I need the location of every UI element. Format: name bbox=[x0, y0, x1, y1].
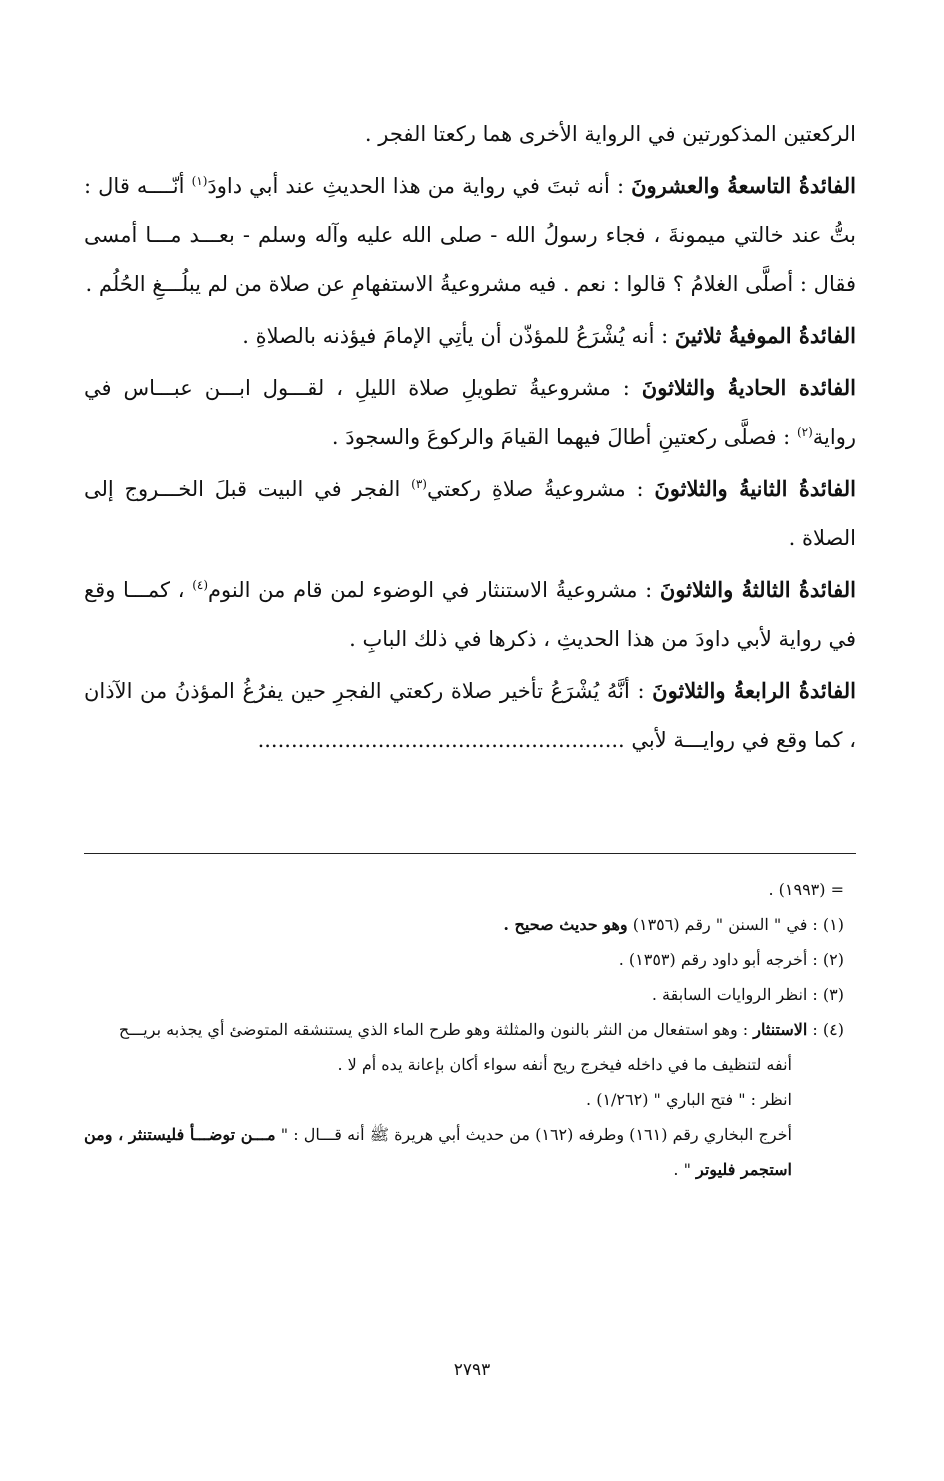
footnote-4 bbox=[84, 1012, 844, 1047]
footnote-separator: : bbox=[807, 1020, 823, 1039]
footnote-divider bbox=[84, 853, 856, 854]
paragraph-benefit-30 bbox=[84, 311, 856, 361]
paragraph-text: الفجر في البيت قبلَ الخـــروج إلى الصلاة . bbox=[84, 477, 856, 550]
page-number: ٢٧٩٣ bbox=[453, 1360, 491, 1380]
footnote-text: : انظر الروايات السابقة . bbox=[651, 985, 823, 1004]
paragraph-text: : مشروعيةُ صلاةِ ركعتي bbox=[426, 477, 655, 501]
paragraph-text: ، كمـــا وقع في رواية لأبي داودَ من هذا الحديثِ ، ذكرها في ذلك البابِ . bbox=[84, 578, 856, 651]
paragraph-text: : أنَّهُ يُشْرَعُ تأخير صلاة ركعتي الفجرِ حين يفرُغُ المؤذنُ من الآذان ، كما وقع في روايـــة لأبي ....................................................... bbox=[84, 679, 856, 752]
benefit-heading: الفائدةُ التاسعةُ والعشرونَ bbox=[631, 173, 857, 198]
benefit-heading: الفائدةُ الرابعةُ والثلاثونَ bbox=[652, 678, 856, 703]
footnote-3 bbox=[84, 977, 844, 1012]
paragraph-text: : مشروعيةُ تطويلِ صلاة الليلِ ، لقـــول ابـــن عبـــاس في رواية bbox=[84, 376, 856, 449]
footnote-ref-1[interactable]: (١) bbox=[191, 174, 208, 188]
paragraph-benefit-29 bbox=[84, 161, 856, 309]
footnote-text: : أخرجه أبو داود رقم (١٣٥٣) . bbox=[618, 950, 823, 969]
footnote-number: (١) bbox=[822, 915, 844, 934]
paragraph-text: : أنه ثبتَ في رواية من هذا الحديثِ عند أبي داودَ bbox=[207, 174, 632, 198]
paragraph-benefit-33 bbox=[84, 565, 856, 664]
footnote-text: : في " السنن " رقم (١٣٥٦) bbox=[627, 915, 823, 934]
paragraph-text: أنّــــه قال : بتُّ عند خالتي ميمونةَ ، فجاء رسولُ الله - صلى الله عليه وآله وسلم - بعـــد مـــا أمسى فقال : أصلَّى الغلامُ ؟ قالوا : نعم . فيه مشروعيةُ الاستفهامِ عن صلاة من لم يبلُـــغِ الحُلُم . bbox=[84, 174, 856, 296]
paragraph-text: الركعتين المذكورتين في الرواية الأخرى هما ركعتا الفجر . bbox=[364, 122, 856, 146]
footnote-text: : وهو استفعال من النثر بالنون والمثلثة وهو طرح الماء الذي يستنشقه المتوضئ أي يجذبه بريـــح bbox=[118, 1020, 754, 1039]
benefit-heading: الفائدة الحاديةُ والثلاثونَ bbox=[641, 375, 856, 400]
footnotes bbox=[84, 872, 844, 1187]
footnote-4-continuation bbox=[84, 1047, 844, 1082]
footnote-number: (٢) bbox=[822, 950, 844, 969]
footnote-4-reference bbox=[84, 1082, 844, 1117]
footnote-text: أنفه لتنظيف ما في داخله فيخرج ريح أنفه سواء أكان بإعانة يده أم لا . bbox=[337, 1055, 792, 1074]
footnote-ref-2[interactable]: (٢) bbox=[796, 425, 813, 439]
paragraph-benefit-34 bbox=[84, 666, 856, 765]
paragraph-text: : فصلَّى ركعتينِ أطالَ فيهما القيامَ والركوعَ والسجودَ . bbox=[331, 425, 797, 449]
footnote-2 bbox=[84, 942, 844, 977]
paragraph-text: : مشروعيةُ الاستنثار في الوضوء لمن قام من النوم bbox=[208, 578, 660, 602]
footnote-text: أخرج البخاري رقم (١٦١) وطرفه (١٦٢) من حديث أبي هريرة ﷺ أنه قـــال : " bbox=[275, 1125, 793, 1144]
footnote-number: (٣) bbox=[822, 985, 844, 1004]
footnote-text: انظر : " فتح الباري " (١/٢٦٢) . bbox=[586, 1090, 792, 1109]
footnote-ref-3[interactable]: (٣) bbox=[411, 477, 427, 491]
footnote-1 bbox=[84, 907, 844, 942]
benefit-heading: الفائدةُ الثالثةُ والثلاثونَ bbox=[659, 577, 856, 602]
footnote-grading: وهو حديث صحيح . bbox=[503, 915, 628, 934]
main-text bbox=[84, 110, 856, 765]
paragraph-benefit-31 bbox=[84, 363, 856, 462]
footnote-number: (٤) bbox=[822, 1020, 844, 1039]
paragraph-1 bbox=[84, 110, 856, 159]
hadith-quote: مـــن توضـــأ فليستنثر ، ومن استجمر فليوتر bbox=[84, 1125, 792, 1179]
benefit-heading: الفائدةُ الموفيةُ ثلاثينَ bbox=[674, 323, 856, 348]
footnote-text: = (١٩٩٣) . bbox=[768, 880, 844, 899]
footnote-text: " . bbox=[673, 1160, 697, 1179]
paragraph-benefit-32 bbox=[84, 464, 856, 563]
footnote-ref-4[interactable]: (٤) bbox=[192, 578, 209, 592]
footnote-term: الاستنثار bbox=[753, 1020, 808, 1039]
paragraph-text: : أنه يُشْرَعُ للمؤذّن أن يأتِي الإمامَ فيؤذنه بالصلاةِ . bbox=[242, 324, 675, 348]
benefit-heading: الفائدةُ الثانيةُ والثلاثونَ bbox=[654, 476, 857, 501]
footnote-4-hadith bbox=[84, 1117, 844, 1187]
footnote-carryover bbox=[84, 872, 844, 907]
